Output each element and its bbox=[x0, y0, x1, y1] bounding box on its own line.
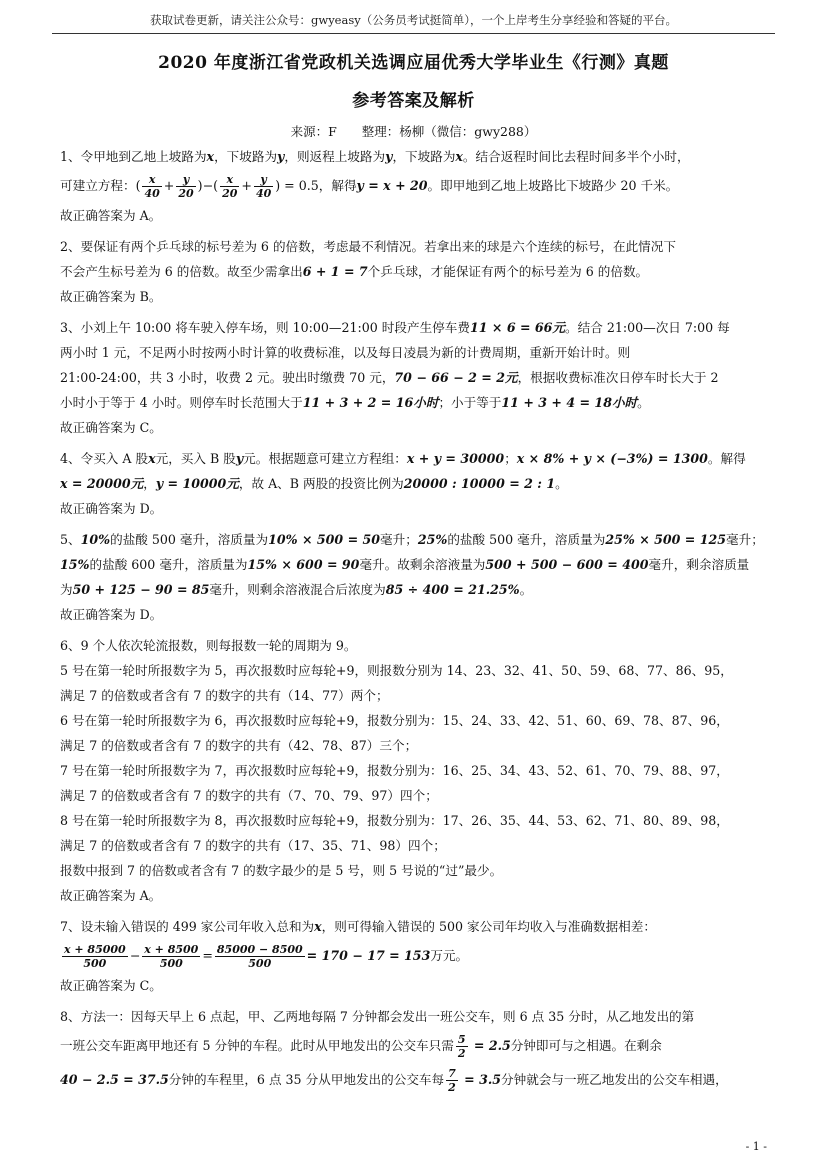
q1-line-2: 可建立方程：( $\frac{x}{40}$ + $\frac{y}{20}$ )−( $\frac{x}{20}$ + $\frac{y}{40}$ ) = 0.5，解得y = x + 20。即甲地到乙地上坡路比下坡路少 20 千米。 bbox=[60, 173, 679, 200]
q6-line-7: 满足 7 的倍数或者含有 7 的数字的共有（7、70、79、97）四个； bbox=[60, 788, 438, 803]
q6-line-2: 5 号在第一轮时所报数字为 5，再次报数时应每轮+9，则报数分别为 14、23、32、41、50、59、68、77、86、95， bbox=[60, 663, 733, 678]
q7-line-1: 7、设未输入错误的 499 家公司年收入总和为x，则可得输入错误的 500 家公司年均收入与准确数据相差： bbox=[60, 919, 656, 934]
q3-line-1: 3、小刘上午 10:00 将车驶入停车场，则 10:00—21:00 时段产生停车费11 × 6 = 66元。结合 21:00—次日 7:00 每 bbox=[60, 320, 730, 335]
page-subtitle: 参考答案及解析 bbox=[352, 91, 475, 111]
q8-line-1: 8、方法一：因每天早上 6 点起，甲、乙两地每隔 7 分钟都会发出一班公交车，则 6 点 35 分时，从乙地发出的第 bbox=[60, 1009, 695, 1024]
q2-line-1: 2、要保证有两个乒乓球的标号差为 6 的倍数，考虑最不利情况。若拿出来的球是六个连续的标号，在此情况下 bbox=[60, 239, 676, 254]
header-divider bbox=[52, 33, 775, 34]
page-title: 2020 年度浙江省党政机关选调应届优秀大学毕业生《行测》真题 bbox=[158, 53, 669, 73]
q7-answer: 故正确答案为 C。 bbox=[60, 978, 162, 993]
q4-line-2: x = 20000元，y = 10000元，故 A、B 两股的投资比例为20000 : 10000 = 2 : 1。 bbox=[60, 476, 568, 491]
q8-line-3: 40 − 2.5 = 37.5分钟的车程里，6 点 35 分从甲地发出的公交车每 $\frac{7}{2}$ = 3.5分钟就会与一班乙地发出的公交车相遇， bbox=[60, 1067, 728, 1094]
document-body bbox=[60, 144, 772, 1097]
q5-line-1: 5、10%的盐酸 500 毫升，溶质量为10% × 500 = 50毫升；25%的盐酸 500 毫升，溶质量为25% × 500 = 125毫升； bbox=[60, 532, 764, 547]
q5-line-2: 15%的盐酸 600 毫升，溶质量为15% × 600 = 90毫升。故剩余溶液量为500 + 500 − 600 = 400毫升，剩余溶质量 bbox=[60, 557, 750, 572]
q6-line-8: 8 号在第一轮时所报数字为 8，再次报数时应每轮+9，报数分别为：17、26、35、44、53、62、71、80、89、98， bbox=[60, 813, 729, 828]
q4-line-1: 4、令买入 A 股x元，买入 B 股y元。根据题意可建立方程组：x + y = 30000；x × 8% + y × (−3%) = 1300。解得 bbox=[60, 451, 746, 466]
q8-line-2: 一班公交车距离甲地还有 5 分钟的车程。此时从甲地发出的公交车只需 $\frac{5}{2}$ = 2.5分钟即可与之相遇。在剩余 bbox=[60, 1033, 662, 1060]
q3-line-3: 21:00-24:00，共 3 小时，收费 2 元。驶出时缴费 70 元，70 − 66 − 2 = 2元，根据收费标准次日停车时长大于 2 bbox=[60, 370, 719, 385]
q6-line-1: 6、9 个人依次轮流报数，则每报数一轮的周期为 9。 bbox=[60, 638, 357, 653]
q3-line-4: 小时小于等于 4 小时。则停车时长范围大于11 + 3 + 2 = 16小时；小于等于11 + 3 + 4 = 18小时。 bbox=[60, 395, 650, 410]
q7-line-2: $\frac{x + 85000}{500}$ − $\frac{x + 8500}{500}$ = $\frac{85000 - 8500}{500}$ = 170 − 17 = 153万元。 bbox=[64, 943, 469, 970]
q2-line-2: 不会产生标号差为 6 的倍数。故至少需拿出6 + 1 = 7个乒乓球，才能保证有两个的标号差为 6 的倍数。 bbox=[60, 264, 649, 279]
page-number: - 1 - bbox=[745, 1140, 767, 1153]
q3-line-2: 两小时 1 元，不足两小时按两小时计算的收费标准，以及每日凌晨为新的计费周期，重新开始计时。则 bbox=[60, 345, 631, 360]
q6-line-10: 报数中报到 7 的倍数或者含有 7 的数字最少的是 5 号，则 5 号说的“过”最少。 bbox=[60, 863, 503, 878]
q1-line-1: 1、令甲地到乙地上坡路为x，下坡路为y，则返程上坡路为y，下坡路为x。结合返程时间比去程时间多半个小时， bbox=[60, 149, 690, 164]
q6-answer: 故正确答案为 A。 bbox=[60, 888, 162, 903]
source-line: 来源：F 整理：杨柳（微信：gwy288） bbox=[290, 124, 537, 139]
q2-answer: 故正确答案为 B。 bbox=[60, 289, 162, 304]
q5-answer: 故正确答案为 D。 bbox=[60, 607, 163, 622]
q3-answer: 故正确答案为 C。 bbox=[60, 420, 162, 435]
q1-answer: 故正确答案为 A。 bbox=[60, 208, 162, 223]
header-notice: 获取试卷更新，请关注公众号：gwyeasy（公务员考试挺简单），一个上岸考生分享经验和答疑的平台。 bbox=[149, 13, 677, 27]
q6-line-3: 满足 7 的倍数或者含有 7 的数字的共有（14、77）两个； bbox=[60, 688, 389, 703]
q4-answer: 故正确答案为 D。 bbox=[60, 501, 163, 516]
q5-line-3: 为50 + 125 − 90 = 85毫升，则剩余溶液混合后浓度为85 ÷ 400 = 21.25%。 bbox=[60, 582, 533, 597]
q6-line-6: 7 号在第一轮时所报数字为 7，再次报数时应每轮+9，报数分别为：16、25、34、43、52、61、70、79、88、97， bbox=[60, 763, 729, 778]
q6-line-5: 满足 7 的倍数或者含有 7 的数字的共有（42、78、87）三个； bbox=[60, 738, 418, 753]
q6-line-4: 6 号在第一轮时所报数字为 6，再次报数时应每轮+9，报数分别为：15、24、33、42、51、60、69、78、87、96， bbox=[60, 713, 729, 728]
q6-line-9: 满足 7 的倍数或者含有 7 的数字的共有（17、35、71、98）四个； bbox=[60, 838, 446, 853]
